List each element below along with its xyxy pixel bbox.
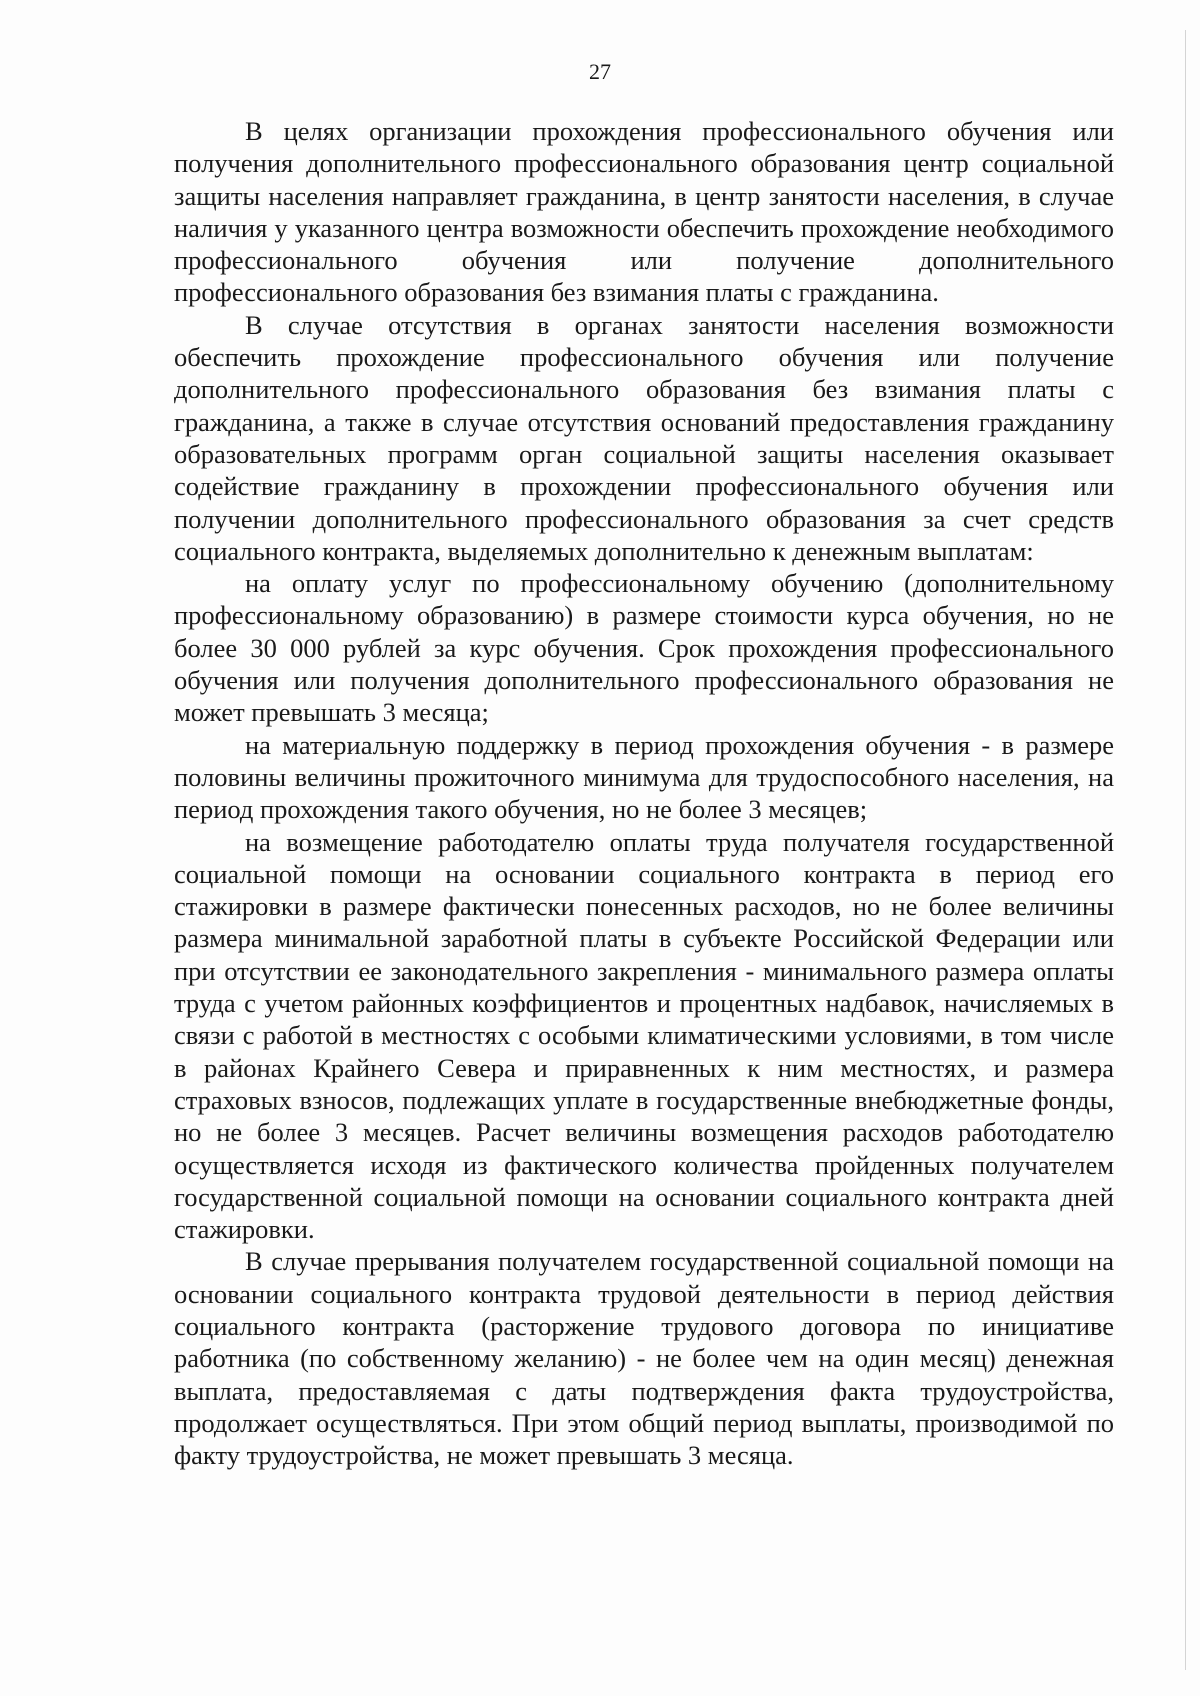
scan-edge-line xyxy=(1185,30,1186,1670)
page-number: 27 xyxy=(589,59,611,84)
paragraph-1: В целях организации прохождения профессионального обучения или получения дополнительного профессионального образования центр социальной защиты населения направляет гражданина, в центр занятости населения, в случае наличия у указанного центра возможности обеспечить прохождение необходимого профессионального обучения или получение дополнительного профессионального образования без взимания платы с гражданина. xyxy=(174,116,1114,308)
document-body xyxy=(174,115,1114,1471)
paragraph-4: на материальную поддержку в период прохождения обучения - в размере половины величины прожиточного минимума для трудоспособного населения, на период прохождения такого обучения, но не более 3 месяцев; xyxy=(174,729,1114,825)
paragraph-3: на оплату услуг по профессиональному обучению (дополнительному профессиональному образованию) в размере стоимости курса обучения, но не более 30 000 рублей за курс обучения. Срок прохождения профессионального обучения или получения дополнительного профессионального образования не может превышать 3 месяца; xyxy=(174,568,1114,728)
paragraph-2: В случае отсутствия в органах занятости населения возможности обеспечить прохождение профессионального обучения или получение дополнительного профессионального образования без взимания платы с гражданина, а также в случае отсутствия оснований предоставления гражданину образовательных программ орган социальной защиты населения оказывает содействие гражданину в прохождении профессионального обучения или получении дополнительного профессионального образования за счет средств социального контракта, выделяемых дополнительно к денежным выплатам: xyxy=(174,309,1114,566)
paragraph-6: В случае прерывания получателем государственной социальной помощи на основании социального контракта трудовой деятельности в период действия социального контракта (расторжение трудового договора по инициативе работника (по собственному желанию) - не более чем на один месяц) денежная выплата, предоставляемая с даты подтверждения факта трудоустройства, продолжает осуществляться. При этом общий период выплаты, производимой по факту трудоустройства, не может превышать 3 месяца. xyxy=(174,1246,1114,1471)
paragraph-5: на возмещение работодателю оплаты труда получателя государственной социальной помощи на основании социального контракта в период его стажировки в размере фактически понесенных расходов, но не более величины размера минимальной заработной платы в субъекте Российской Федерации или при отсутствии ее законодательного закрепления - минимального размера оплаты труда с учетом районных коэффициентов и процентных надбавок, начисляемых в связи с работой в местностях с особыми климатическими условиями, в том числе в районах Крайнего Севера и приравненных к ним местностях, и размера страховых взносов, подлежащих уплате в государственные внебюджетные фонды, но не более 3 месяцев. Расчет величины возмещения расходов работодателю осуществляется исходя из фактического количества пройденных получателем государственной социальной помощи на основании социального контракта дней стажировки. xyxy=(174,826,1114,1245)
